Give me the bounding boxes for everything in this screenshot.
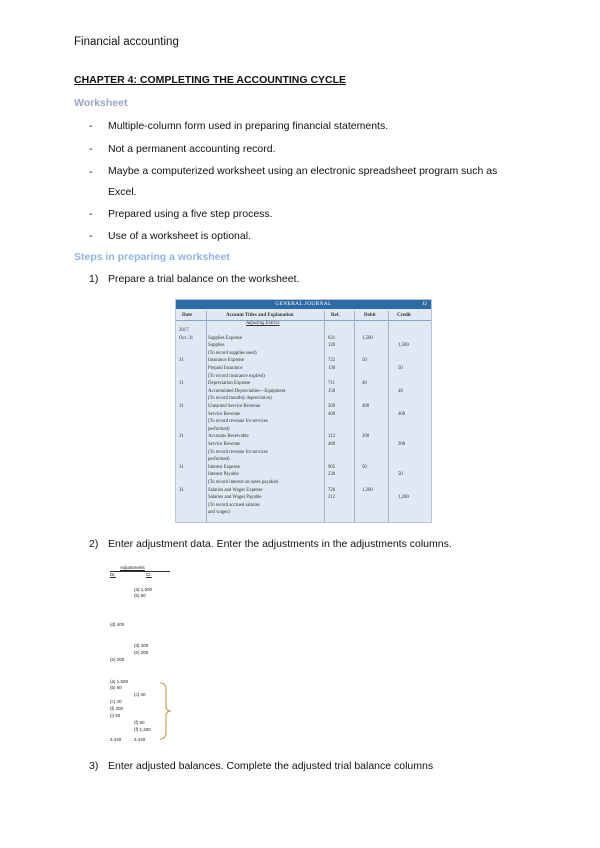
journal-cell-ref: 126 bbox=[328, 343, 336, 349]
journal-cell-debit: 200 bbox=[362, 434, 370, 440]
journal-cell-acct: Depreciation Expense bbox=[208, 381, 251, 387]
adj-entry: (b) 50 bbox=[134, 593, 146, 598]
adj-entry: (i) 50 bbox=[110, 713, 121, 718]
bullet-dash: - bbox=[89, 120, 93, 132]
adj-dr: Dr. bbox=[110, 572, 116, 577]
col-ref: Ref. bbox=[331, 313, 340, 318]
journal-cell-acct: Service Revenue bbox=[208, 411, 241, 417]
journal-cell-acct: Accumulated Depreciation—Equipment bbox=[208, 388, 286, 394]
journal-cell-ref: 711 bbox=[328, 381, 336, 387]
journal-cell-acct: Interest Expense bbox=[208, 464, 240, 470]
bullet-dash: - bbox=[89, 143, 93, 155]
bullet-dash: - bbox=[89, 208, 93, 220]
journal-cell-date: Oct. 31 bbox=[179, 335, 194, 341]
worksheet-heading: Worksheet bbox=[74, 97, 128, 109]
col-account: Account Titles and Explanation bbox=[226, 313, 294, 318]
journal-row bbox=[176, 480, 431, 487]
journal-cell-acct: (To record interest on notes payable) bbox=[208, 480, 279, 485]
col-debit: Debit bbox=[364, 313, 376, 318]
journal-cell-ref: 400 bbox=[328, 411, 336, 417]
journal-row bbox=[176, 503, 431, 510]
journal-cell-acct: Accounts Receivable bbox=[208, 434, 249, 440]
journal-cell-date: 31 bbox=[179, 464, 184, 470]
adj-entry: (f) 200 bbox=[110, 706, 124, 711]
journal-cell-acct: (To record revenue for services bbox=[208, 419, 268, 425]
journal-cell-date: 31 bbox=[179, 358, 184, 364]
journal-cell-credit: 1,500 bbox=[398, 343, 409, 349]
journal-cell-ref: 212 bbox=[328, 495, 336, 501]
journal-row bbox=[176, 358, 431, 365]
journal-cell-credit: 1,200 bbox=[398, 495, 409, 501]
journal-cell-debit: 50 bbox=[362, 358, 367, 364]
adj-entry: (a) 1,500 bbox=[110, 679, 129, 684]
adj-entry: (f) 50 bbox=[134, 720, 145, 725]
journal-cell-acct: performed) bbox=[208, 457, 230, 463]
journal-row bbox=[176, 427, 431, 434]
journal-page: J2 bbox=[422, 301, 427, 307]
journal-cell-acct: (To record accrued salaries bbox=[208, 502, 260, 508]
adj-entry: (d) 400 bbox=[134, 643, 149, 648]
journal-cell-debit: 1,200 bbox=[362, 487, 373, 493]
step-text: Prepare a trial balance on the worksheet. bbox=[108, 273, 300, 285]
journal-row bbox=[176, 404, 431, 411]
journal-cell-acct: Salaries and Wages Expense bbox=[208, 487, 263, 493]
adj-entry: (d) 400 bbox=[110, 622, 125, 627]
journal-cell-date: 31 bbox=[179, 381, 184, 387]
adj-entry: (e) 200 bbox=[134, 650, 149, 655]
journal-cell-acct: Service Revenue bbox=[208, 442, 241, 447]
bullet-item: Maybe a computerized worksheet using an electronic spreadsheet program such as Excel. bbox=[108, 165, 498, 198]
journal-cell-debit: 40 bbox=[362, 381, 367, 387]
step-text: Enter adjustment data. Enter the adjustments in the adjustments columns. bbox=[108, 538, 452, 550]
journal-cell-debit: 50 bbox=[362, 464, 367, 470]
journal-row bbox=[176, 495, 431, 502]
journal-row bbox=[176, 450, 431, 457]
journal-row bbox=[176, 351, 431, 358]
journal-row bbox=[176, 472, 431, 479]
journal-row bbox=[176, 442, 431, 449]
journal-cell-acct: (To record revenue for services bbox=[208, 449, 268, 455]
bullet-dash: - bbox=[89, 166, 93, 178]
journal-cell-acct: Supplies Expense bbox=[208, 335, 242, 341]
journal-cell-ref: 905 bbox=[328, 464, 336, 470]
col-date: Date bbox=[182, 313, 192, 318]
journal-cell-ref: 209 bbox=[328, 404, 336, 409]
journal-title: GENERAL JOURNAL bbox=[176, 300, 431, 309]
journal-cell-credit: 400 bbox=[398, 411, 406, 417]
page-header: Financial accounting bbox=[74, 36, 179, 48]
journal-subheading: Adjusting Entries bbox=[246, 321, 280, 326]
journal-cell-ref: 400 bbox=[328, 442, 336, 447]
journal-cell-debit: 400 bbox=[362, 404, 370, 409]
journal-cell-acct: (To record supplies used) bbox=[208, 350, 257, 356]
journal-row bbox=[176, 396, 431, 403]
journal-row bbox=[176, 434, 431, 441]
journal-row bbox=[176, 336, 431, 343]
steps-heading: Steps in preparing a worksheet bbox=[74, 251, 230, 263]
adj-total-dr: 3,440 bbox=[110, 737, 122, 742]
journal-row bbox=[176, 343, 431, 350]
journal-cell-acct: Interest Payable bbox=[208, 472, 239, 478]
journal-row bbox=[176, 457, 431, 464]
journal-cell-credit: 50 bbox=[398, 472, 403, 478]
journal-cell-ref: 112 bbox=[328, 434, 336, 440]
journal-cell-date: 31 bbox=[179, 434, 184, 440]
journal-row bbox=[176, 374, 431, 381]
journal-cell-ref: 726 bbox=[328, 487, 336, 493]
journal-cell-acct: (To record insurance expired) bbox=[208, 373, 265, 379]
journal-row bbox=[176, 328, 431, 335]
journal-cell-ref: 631 bbox=[328, 335, 336, 341]
journal-cell-credit: 200 bbox=[398, 442, 406, 447]
adj-total-cr: 3,440 bbox=[134, 737, 146, 742]
step-number: 2) bbox=[89, 538, 99, 550]
journal-cell-acct: Insurance Expense bbox=[208, 358, 245, 364]
adj-entry: (c) 40 bbox=[134, 692, 146, 697]
journal-cell-ref: 230 bbox=[328, 472, 336, 478]
journal-row bbox=[176, 389, 431, 396]
step-number: 3) bbox=[89, 760, 99, 772]
journal-cell-date: 31 bbox=[179, 404, 184, 409]
journal-cell-acct: performed) bbox=[208, 426, 230, 432]
journal-cell-credit: 50 bbox=[398, 366, 403, 371]
journal-row bbox=[176, 510, 431, 517]
journal-cell-ref: 130 bbox=[328, 366, 336, 371]
journal-cell-acct: Unearned Service Revenue bbox=[208, 404, 261, 409]
bullet-item: Multiple-column form used in preparing financial statements. bbox=[108, 120, 389, 132]
adj-title: Adjustments bbox=[120, 565, 145, 570]
journal-cell-ref: 722 bbox=[328, 358, 336, 364]
bullet-item: Use of a worksheet is optional. bbox=[108, 230, 251, 242]
journal-cell-ref: 158 bbox=[328, 388, 336, 394]
adj-entry: (b) 50 bbox=[110, 685, 122, 690]
journal-row bbox=[176, 381, 431, 388]
col-credit: Credit bbox=[397, 313, 411, 318]
journal-row bbox=[176, 366, 431, 373]
curly-brace-icon bbox=[158, 682, 172, 740]
step-text: Enter adjusted balances. Complete the adjusted trial balance columns bbox=[108, 760, 434, 772]
adj-entry: (c) 40 bbox=[110, 699, 122, 704]
step-number: 1) bbox=[89, 273, 99, 285]
journal-cell-acct: and wages) bbox=[208, 510, 230, 516]
journal-cell-date: 31 bbox=[179, 487, 184, 493]
chapter-title: CHAPTER 4: COMPLETING THE ACCOUNTING CYCLE bbox=[74, 74, 347, 86]
adj-cr: Cr. bbox=[146, 572, 152, 577]
journal-cell-credit: 40 bbox=[398, 388, 403, 394]
journal-row bbox=[176, 465, 431, 472]
journal-cell-debit: 1,500 bbox=[362, 335, 373, 341]
bullet-item: Not a permanent accounting record. bbox=[108, 143, 276, 155]
journal-cell-acct: (To record monthly depreciation) bbox=[208, 396, 272, 402]
adj-entry: (f) 1,200 bbox=[134, 727, 151, 732]
general-journal-figure bbox=[175, 299, 432, 523]
journal-header-row bbox=[176, 311, 431, 321]
adj-entry: (e) 200 bbox=[110, 657, 125, 662]
journal-cell-acct: Supplies bbox=[208, 343, 225, 349]
journal-cell-acct: Salaries and Wages Payable bbox=[208, 495, 262, 501]
journal-cell-date: 2017 bbox=[179, 328, 189, 333]
bullet-item: Prepared using a five step process. bbox=[108, 208, 273, 220]
journal-row bbox=[176, 488, 431, 495]
journal-row bbox=[176, 419, 431, 426]
journal-cell-acct: Prepaid Insurance bbox=[208, 366, 243, 371]
adjustments-sketch bbox=[110, 565, 190, 755]
bullet-dash: - bbox=[89, 230, 93, 242]
adj-entry: (a) 1,500 bbox=[134, 587, 153, 592]
journal-row bbox=[176, 412, 431, 419]
